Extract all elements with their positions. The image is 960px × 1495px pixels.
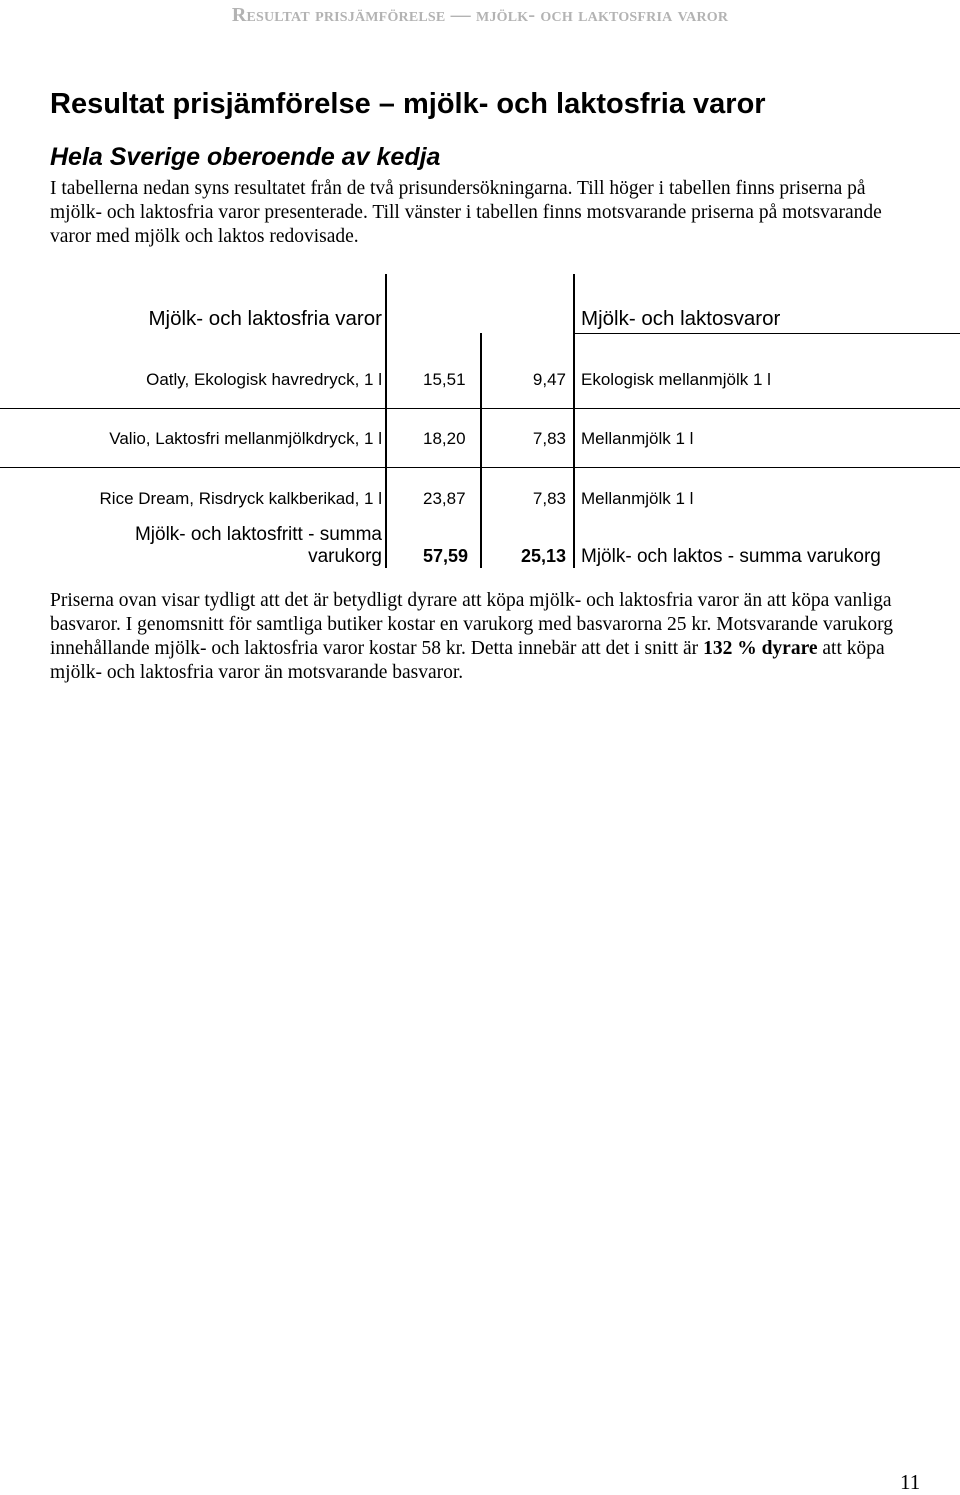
table-rule-right [573, 274, 575, 568]
free-product-name: Valio, Laktosfri mellanmjölkdryck, 1 l [109, 429, 382, 448]
conclusion-text-part2: att köpa mjölk- och laktosfria varor än motsvarande basvaror. [50, 638, 885, 683]
regular-total-label: Mjölk- och laktos - summa varukorg [581, 546, 881, 567]
price-comparison-table [0, 0, 960, 600]
table-rule-left [385, 274, 387, 568]
free-product-price: 15,51 [423, 370, 466, 389]
conclusion-paragraph [50, 589, 930, 685]
regular-total-price: 25,13 [520, 546, 566, 566]
free-total-label-line2: varukorg [308, 546, 382, 567]
running-header: Resultat prisjämförelse — mjölk- och laktosfria varor [231, 4, 729, 26]
regular-product-name: Ekologisk mellanmjölk 1 l [581, 370, 771, 389]
regular-product-name: Mellanmjölk 1 l [581, 489, 694, 508]
free-product-name: Oatly, Ekologisk havredryck, 1 l [146, 370, 382, 389]
free-product-price: 18,20 [423, 429, 466, 448]
free-product-name: Rice Dream, Risdryck kalkberikad, 1 l [99, 489, 382, 508]
regular-product-price: 7,83 [532, 429, 566, 448]
page-title: Resultat prisjämförelse – mjölk- och laktosfria varor [50, 88, 766, 120]
table-rule-middle [480, 333, 482, 568]
page-subtitle: Hela Sverige oberoende av kedja [50, 143, 441, 171]
regular-product-name: Mellanmjölk 1 l [581, 429, 694, 448]
free-total-label-line1: Mjölk- och laktosfritt - summa [134, 524, 382, 545]
page-number: 11 [900, 1470, 921, 1494]
conclusion-text-part1: Priserna ovan visar tydligt att det är betydligt dyrare att köpa mjölk- och laktosfria varor än att köpa vanliga basvaror. I genomsnitt för samtliga butiker kostar en varukorg med basvarorna 25 kr. Motsvarande varukorg innehållande mjölk- och laktosfria varor kostar 58 kr. Detta innebär att det i snitt är [50, 590, 893, 659]
intro-paragraph: I tabellerna nedan syns resultatet från de två prisundersökningarna. Till höger i tabellen finns priserna på mjölk- och laktosfria varor presenterade. Till vänster i tabellen finns motsvarande priserna på motsvarande varor med mjölk och laktos redovisade. [50, 178, 882, 247]
table-rule-row2 [0, 467, 960, 468]
header-free-products: Mjölk- och laktosfria varor [148, 307, 382, 330]
table-rule-top [573, 333, 960, 334]
conclusion-emphasis: 132 % dyrare [703, 638, 818, 659]
free-total-price: 57,59 [423, 546, 469, 566]
header-regular-products: Mjölk- och laktosvaror [581, 307, 781, 330]
regular-product-price: 7,83 [532, 489, 566, 508]
free-product-price: 23,87 [423, 489, 466, 508]
regular-product-price: 9,47 [532, 370, 566, 389]
table-rule-row1 [0, 408, 960, 409]
